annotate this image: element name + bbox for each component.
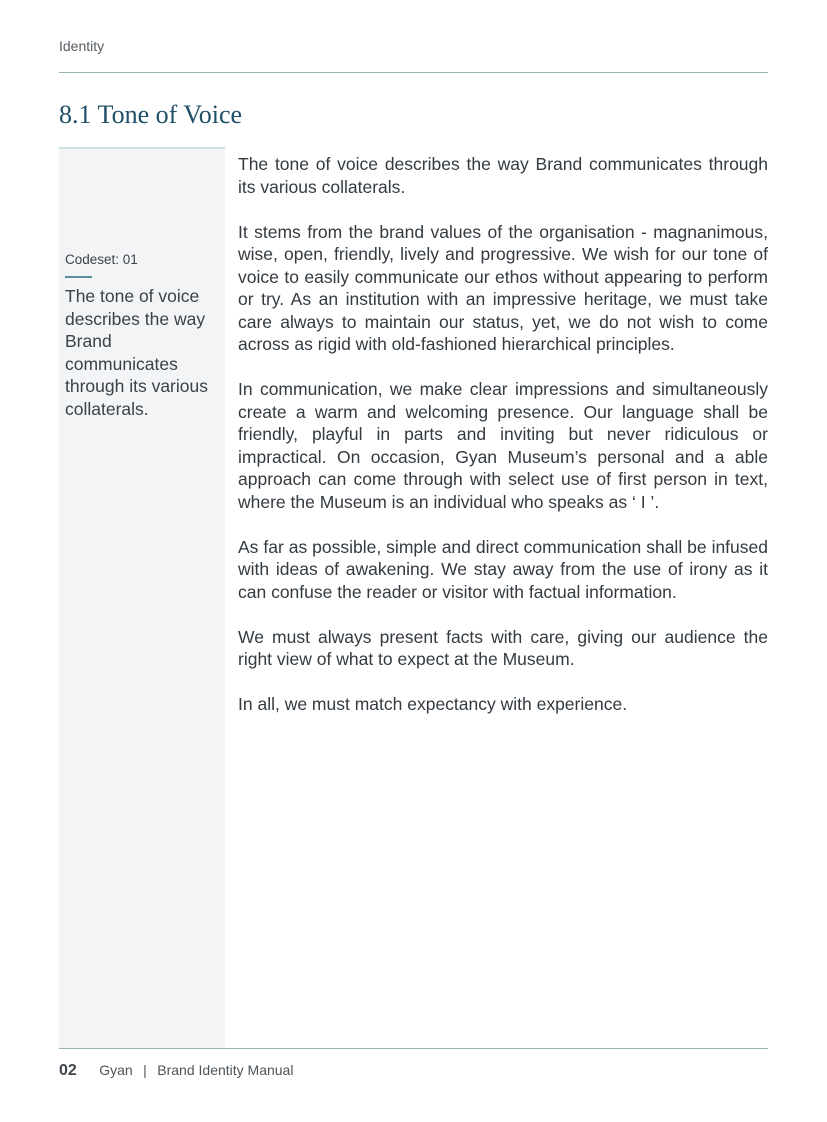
footer-separator: |	[143, 1062, 147, 1078]
footer-brand: Gyan	[99, 1062, 133, 1078]
body-paragraph-6: In all, we must match expectancy with experience.	[238, 694, 628, 714]
body-paragraph-1: The tone of voice describes the way Brand communicates through its various collaterals.	[238, 154, 768, 197]
header-divider	[59, 72, 768, 73]
page-footer	[59, 1062, 293, 1080]
sidebar-panel	[59, 147, 225, 1048]
page-number: 02	[59, 1062, 77, 1079]
body-paragraph-2: It stems from the brand values of the organisation - magnanimous, wise, open, friendly, lively and progressive. We wish for our tone of voice to easily communicate our ethos without appearing to perform or try. As an institution with an impressive heritage, we must take care always to maintain our status, yet, we do not wish to come across as rigid with old-fashioned hierarchical principles.	[238, 221, 768, 354]
header-section-label: Identity	[59, 38, 105, 54]
footer-divider	[59, 1048, 768, 1049]
body-paragraph-4: As far as possible, simple and direct communication shall be infused with ideas of awakening. We stay away from the use of irony as it can confuse the reader or visitor with factual information.	[238, 536, 768, 602]
footer-manual-title: Brand Identity Manual	[157, 1062, 294, 1078]
body-paragraph-5: We must always present facts with care, giving our audience the right view of what to expect at the Museum.	[238, 626, 768, 669]
body-paragraph-3: In communication, we make clear impressions and simultaneously create a warm and welcoming presence. Our language shall be friendly, playful in parts and inviting but never ridiculous or impractical. On occasion, Gyan Museum’s personal and a able approach can come through with select use of first person in text, where the Museum is an individual who speaks as ‘ I ’.	[238, 379, 768, 512]
codeset-accent-rule	[65, 276, 92, 278]
codeset-label: Codeset: 01	[65, 252, 138, 267]
page-title: 8.1 Tone of Voice	[59, 100, 243, 129]
body-text	[238, 153, 768, 738]
sidebar-summary: The tone of voice describes the way Brand communicates through its various collaterals.	[65, 286, 208, 419]
